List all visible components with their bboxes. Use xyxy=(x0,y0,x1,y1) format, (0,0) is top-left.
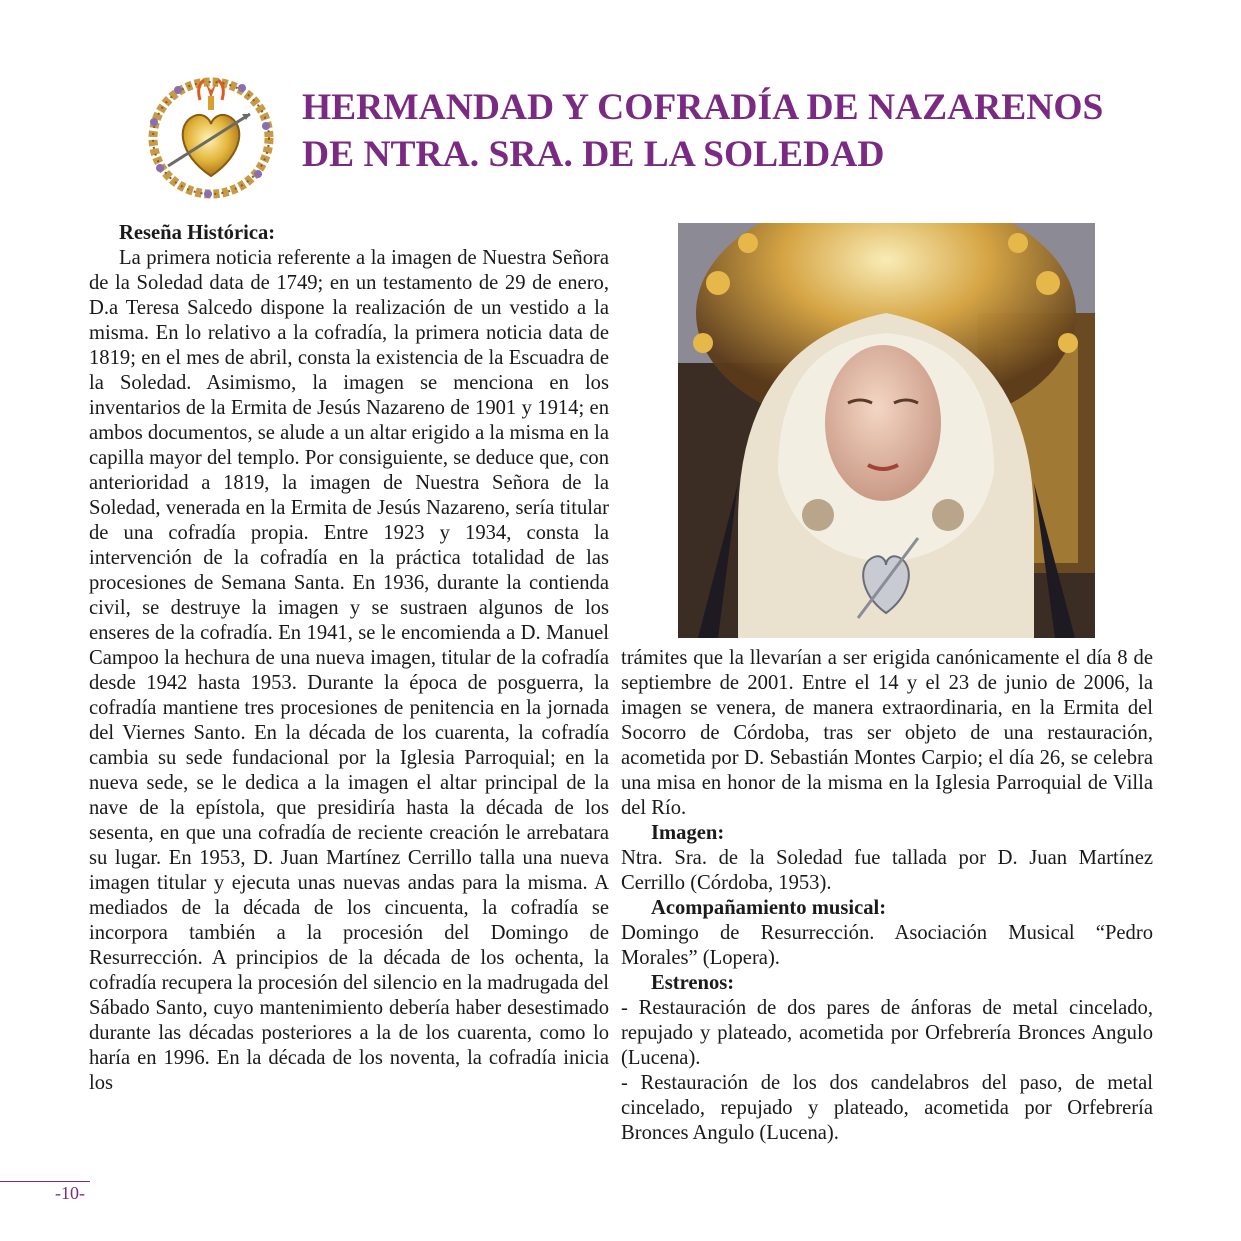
historical-review-heading: Reseña Histórica: xyxy=(119,222,276,244)
brotherhood-title xyxy=(302,84,1202,178)
history-continuation: trámites que la llevarían a ser erigida canónicamente el día 8 de septiembre de 2001. Entre el 14 y el 23 de junio de 2006, la imagen se venera, de manera extraordinaria, en la Ermita del Socorro de Córdoba, tras ser objeto de una restauración, acometida por D. Sebastián Montes Carpio; el día 26, se celebra una misa en honor de la misma en la Iglesia Parroquial de Villa del Río. xyxy=(621,647,1153,819)
image-text: Ntra. Sra. de la Soledad fue tallada por D. Juan Martínez Cerrillo (Córdoba, 1953). xyxy=(621,847,1153,894)
music-text: Domingo de Resurrección. Asociación Musical “Pedro Morales” (Lopera). xyxy=(621,922,1153,969)
footer-rule xyxy=(0,1181,90,1182)
left-text-column xyxy=(89,221,609,1096)
premiere-item: - Restauración de los dos candelabros del paso, de metal cincelado, repujado y plateado, acometida por Orfebrería Bronces Angulo (Lucena). xyxy=(621,1072,1153,1144)
right-text-column xyxy=(621,646,1153,1146)
music-heading: Acompañamiento musical: xyxy=(651,897,887,919)
title-line-1: HERMANDAD Y COFRADÍA DE NAZARENOS xyxy=(302,87,1104,128)
virgin-soledad-photo xyxy=(678,223,1095,638)
image-heading: Imagen: xyxy=(651,822,725,844)
premiere-item: - Restauración de dos pares de ánforas de metal cincelado, repujado y plateado, acometida por Orfebrería Bronces Angulo (Lucena). xyxy=(621,997,1153,1069)
historical-review-body: La primera noticia referente a la imagen de Nuestra Señora de la Soledad data de 1749; en un testamento de 29 de enero, D.a Teresa Salcedo dispone la realización de un vestido a la misma. En lo relativo a la cofradía, la primera noticia data de 1819; en el mes de abril, consta la existencia de la Escuadra de la Soledad. Asimismo, la imagen se menciona en los inventarios de la Ermita de Jesús Nazareno de 1901 y 1914; en ambos documentos, se alude a un altar erigido a la misma en la capilla mayor del templo. Por consiguiente, se deduce que, con anterioridad a 1819, la imagen de Nuestra Señora de la Soledad, venerada en la Ermita de Jesús Nazareno, sería titular de una cofradía propia. Entre 1923 y 1934, consta la intervención de la cofradía en la práctica totalidad de las procesiones de Semana Santa. En 1936, durante la contienda civil, se destruye la imagen y se sustraen algunos de los enseres de la cofradía. En 1941, se le encomienda a D. Manuel Campoo la hechura de una nueva imagen, titular de la cofradía desde 1942 hasta 1953. Durante la época de posguerra, la cofradía mantiene tres procesiones de penitencia en la jornada del Viernes Santo. En la década de los cuarenta, la cofradía cambia su sede fundacional por la Iglesia Parroquial; en la nueva sede, se le dedica a la imagen el altar principal de la nave de la epístola, que presidiría hasta la década de los sesenta, en que una cofradía de reciente creación le arrebatara su lugar. En 1953, D. Juan Martínez Cerrillo talla una nueva imagen titular y ejecuta unas nuevas andas para la misma. A mediados de la década de los cincuenta, la cofradía se incorpora también a la procesión del Domingo de Resurrección. A principios de la década de los ochenta, la cofradía recupera la procesión del silencio en la madrugada del Sábado Santo, cuyo mantenimiento debería haber desestimado durante las décadas posteriores a la de los cuarenta, como lo haría en 1996. En la década de los noventa, la cofradía inicia los xyxy=(89,247,609,1094)
title-line-2: DE NTRA. SRA. DE LA SOLEDAD xyxy=(302,134,885,175)
page-number: -10- xyxy=(55,1183,85,1203)
premieres-heading: Estrenos: xyxy=(651,972,735,994)
sacred-heart-thorns-emblem xyxy=(138,66,284,206)
